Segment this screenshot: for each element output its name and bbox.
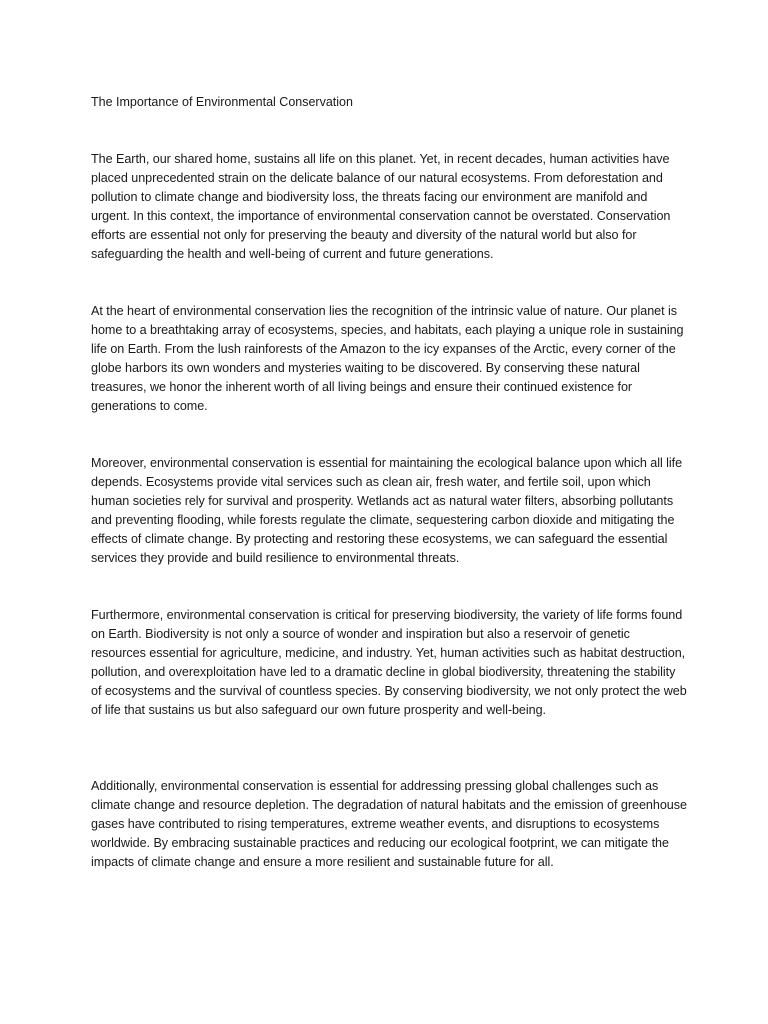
paragraph-global-challenges: Additionally, environmental conservation is essential for addressing pressing global challenges such as climate change and resource depletion. The degradation of natural habitats and the emission of greenhouse gases have contributed to rising temperatures, extreme weather events, and disruptions to ecosystems worldwide. By embracing sustainable practices and reducing our ecological footprint, we can mitigate the impacts of climate change and ensure a more resilient and sustainable future for all. — [91, 779, 687, 869]
paragraph-introduction: The Earth, our shared home, sustains all life on this planet. Yet, in recent decades, human activities have placed unprecedented strain on the delicate balance of our natural ecosystems. From deforestation and pollution to climate change and biodiversity loss, the threats facing our environment are manifold and urgent. In this context, the importance of environmental conservation cannot be overstated. Conservation efforts are essential not only for preserving the beauty and diversity of the natural world but also for safeguarding the health and well-being of current and future generations. — [91, 152, 671, 261]
paragraph-biodiversity: Furthermore, environmental conservation is critical for preserving biodiversity, the variety of life forms found on Earth. Biodiversity is not only a source of wonder and inspiration but also a reservoir of genetic resources essential for agriculture, medicine, and industry. Yet, human activities such as habitat destruction, pollution, and overexploitation have led to a dramatic decline in global biodiversity, threatening the stability of ecosystems and the survival of countless species. By conserving biodiversity, we not only protect the web of life that sustains us but also safeguard our own future prosperity and well-being. — [91, 608, 687, 717]
paragraph-ecological-balance: Moreover, environmental conservation is essential for maintaining the ecological balance upon which all life depends. Ecosystems provide vital services such as clean air, fresh water, and fertile soil, upon which human societies rely for survival and prosperity. Wetlands act as natural water filters, absorbing pollutants and preventing flooding, while forests regulate the climate, sequestering carbon dioxide and mitigating the effects of climate change. By protecting and restoring these ecosystems, we can safeguard the essential services they provide and build resilience to environmental threats. — [91, 456, 683, 565]
document-title: The Importance of Environmental Conservation — [91, 95, 353, 109]
paragraph-intrinsic-value: At the heart of environmental conservation lies the recognition of the intrinsic value of nature. Our planet is home to a breathtaking array of ecosystems, species, and habitats, each playing a unique role in sustaining life on Earth. From the lush rainforests of the Amazon to the icy expanses of the Arctic, every corner of the globe harbors its own wonders and mysteries waiting to be discovered. By conserving these natural treasures, we honor the inherent worth of all living beings and ensure their continued existence for generations to come. — [91, 304, 684, 413]
